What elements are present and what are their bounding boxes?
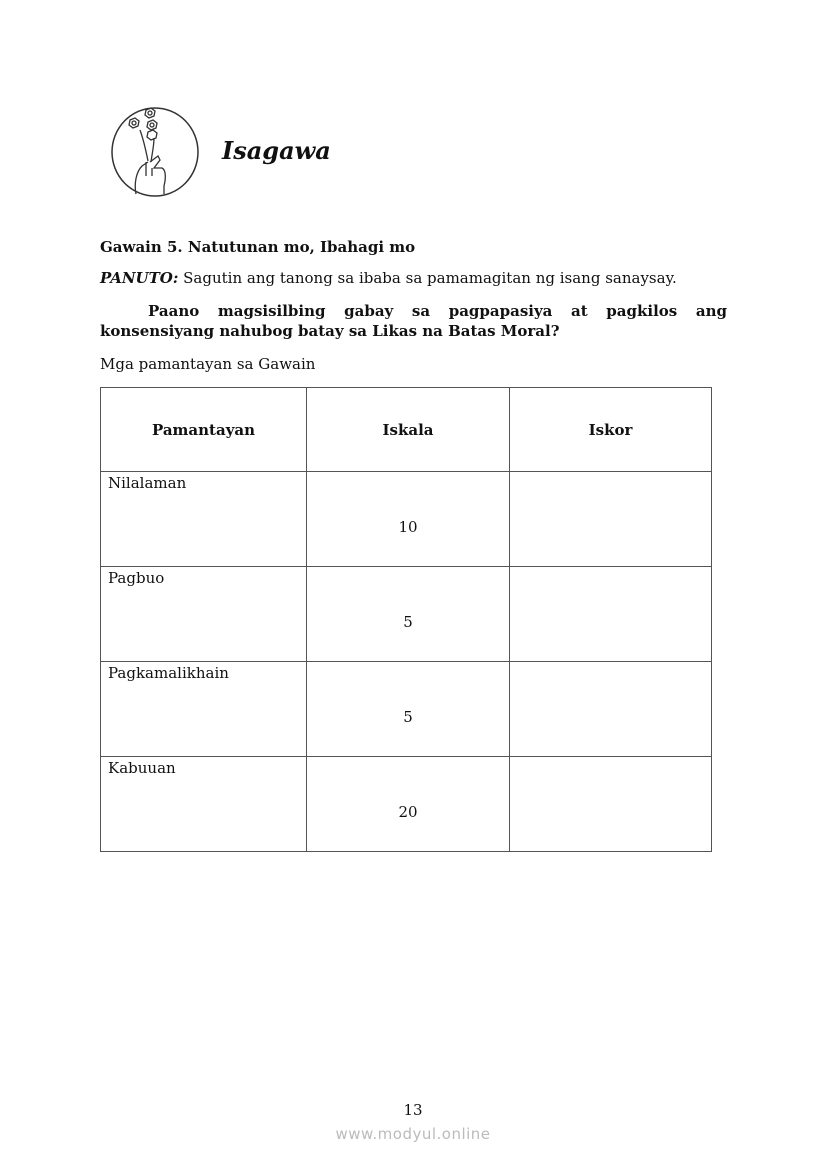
score-cell[interactable] (510, 662, 712, 757)
question: Paano magsisilbing gabay sa pagpapasiya at pagkilos ang konsensiyang nahubog batay sa Likas na Batas Moral? (100, 302, 727, 340)
header-pamantayan: Pamantayan (101, 388, 307, 472)
criterion-label: Nilalaman (108, 474, 187, 492)
watermark: www.modyul.online (335, 1125, 491, 1143)
scale-cell (307, 567, 510, 662)
header-iskala: Iskala (307, 388, 510, 472)
scale-value: 10 (398, 518, 418, 536)
score-cell[interactable] (510, 472, 712, 567)
table-row (101, 662, 712, 757)
scale-value: 5 (403, 708, 413, 726)
rubric-table (100, 387, 712, 852)
instruction-label: PANUTO: (100, 269, 179, 287)
table-row (101, 567, 712, 662)
table-header-row (101, 388, 712, 472)
criterion-label: Pagkamalikhain (108, 664, 229, 682)
criterion-cell (101, 472, 307, 567)
criterion-cell (101, 757, 307, 852)
page-number: 13 (403, 1101, 423, 1119)
table-row (101, 757, 712, 852)
criteria-label: Mga pamantayan sa Gawain (100, 355, 316, 373)
activity-title: Gawain 5. Natutunan mo, Ibahagi mo (100, 238, 416, 256)
header-iskor: Iskor (510, 388, 712, 472)
instruction (100, 269, 677, 287)
scale-cell (307, 757, 510, 852)
scale-value: 20 (398, 803, 418, 821)
scale-cell (307, 472, 510, 567)
isagawa-hand-icon (110, 106, 200, 198)
criterion-label: Kabuuan (108, 759, 176, 777)
score-cell[interactable] (510, 567, 712, 662)
scale-value: 5 (403, 613, 413, 631)
criterion-cell (101, 567, 307, 662)
score-cell[interactable] (510, 757, 712, 852)
instruction-text: Sagutin ang tanong sa ibaba sa pamamagitan ng isang sanaysay. (178, 269, 677, 287)
scale-cell (307, 662, 510, 757)
criterion-cell (101, 662, 307, 757)
table-row (101, 472, 712, 567)
section-title: Isagawa (222, 136, 331, 165)
criterion-label: Pagbuo (108, 569, 165, 587)
